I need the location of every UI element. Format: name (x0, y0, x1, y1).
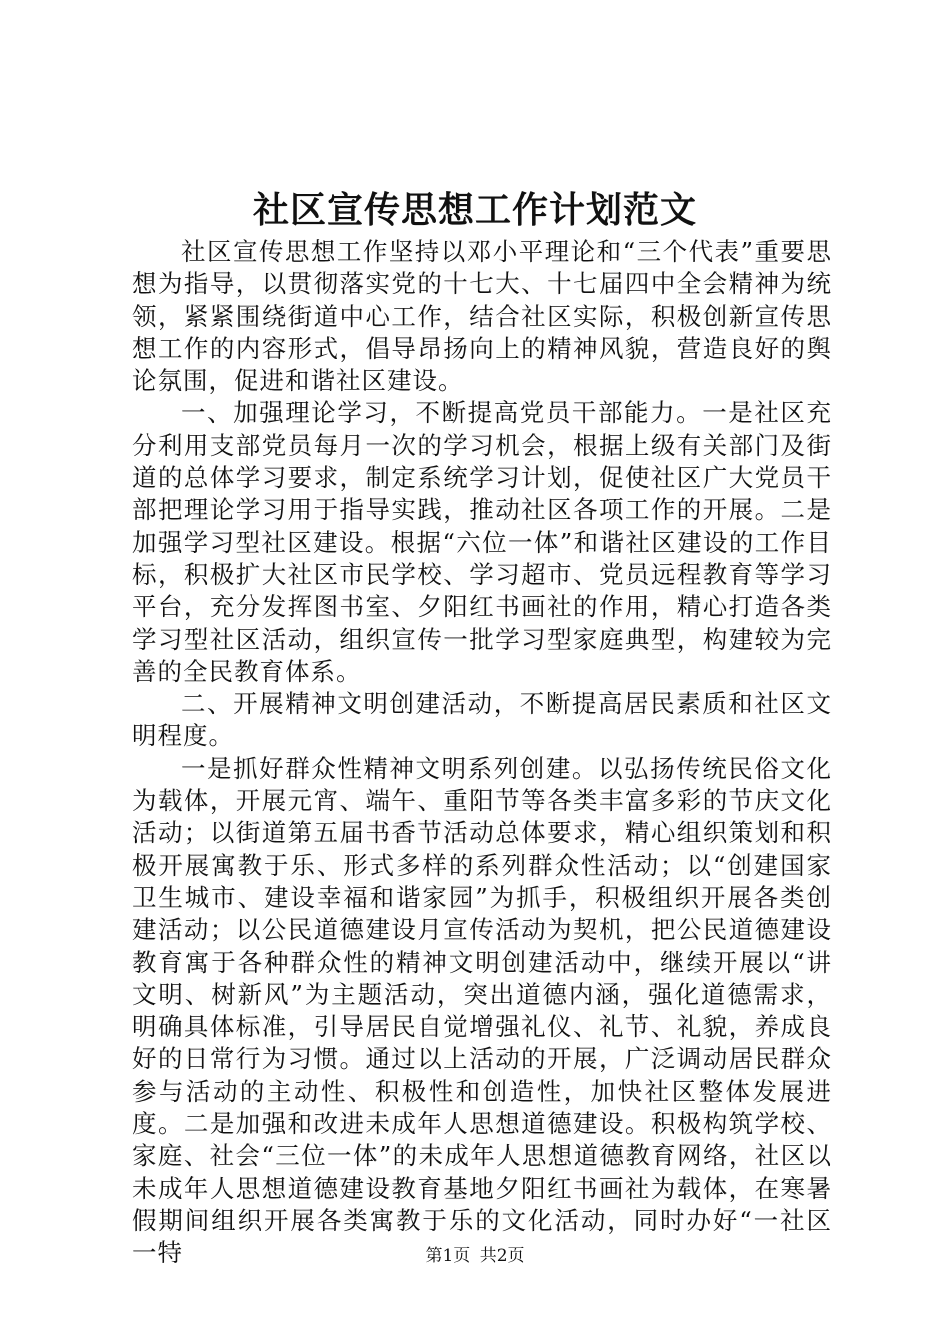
page-number-total: 共2页 (479, 1246, 525, 1266)
paragraph-section-1: 一、加强理论学习，不断提高党员干部能力。一是社区充分利用支部党员每月一次的学习机会，根据上级有关部门及街道的总体学习要求，制定系统学习计划，促使社区广大党员干部把理论学习用于指导实践，推动社区各项工作的开展。二是加强学习型社区建设。根据“六位一体”和谐社区建设的工作目标，积极扩大社区市民学校、学习超市、党员远程教育等学习平台，充分发挥图书室、夕阳红书画社的作用，精心打造各类学习型社区活动，组织宣传一批学习型家庭典型，构建较为完善的全民教育体系。 (132, 398, 832, 686)
page-footer (0, 1244, 950, 1268)
document-title: 社区宣传思想工作计划范文 (252, 189, 697, 231)
paragraph-section-2-heading: 二、开展精神文明创建活动，不断提高居民素质和社区文明程度。 (132, 689, 832, 751)
paragraph-intro: 社区宣传思想工作坚持以邓小平理论和“三个代表”重要思想为指导，以贯彻落实党的十七大、十七届四中全会精神为统领，紧紧围绕街道中心工作，结合社区实际，积极创新宣传思想工作的内容形式，倡导昂扬向上的精神风貌，营造良好的舆论氛围，促进和谐社区建设。 (132, 237, 832, 396)
document-body (132, 236, 832, 1270)
page-number-current: 第1页 (425, 1246, 471, 1266)
paragraph-section-2-body: 一是抓好群众性精神文明系列创建。以弘扬传统民俗文化为载体，开展元宵、端午、重阳节等各类丰富多彩的节庆文化活动；以街道第五届书香节活动总体要求，精心组织策划和积极开展寓教于乐、形式多样的系列群众性活动；以“创建国家卫生城市、建设幸福和谐家园”为抓手，积极组织开展各类创建活动；以公民道德建设月宣传活动为契机，把公民道德建设教育寓于各种群众性的精神文明创建活动中，继续开展以“讲文明、树新风”为主题活动，突出道德内涵，强化道德需求，明确具体标准，引导居民自觉增强礼仪、礼节、礼貌，养成良好的日常行为习惯。通过以上活动的开展，广泛调动居民群众参与活动的主动性、积极性和创造性，加快社区整体发展进度。二是加强和改进未成年人思想道德建设。积极构筑学校、家庭、社会“三位一体”的未成年人思想道德教育网络，社区以未成年人思想道德建设教育基地夕阳红书画社为载体，在寒暑假期间组织开展各类寓教于乐的文化活动，同时办好“一社区一特 (132, 753, 832, 1268)
